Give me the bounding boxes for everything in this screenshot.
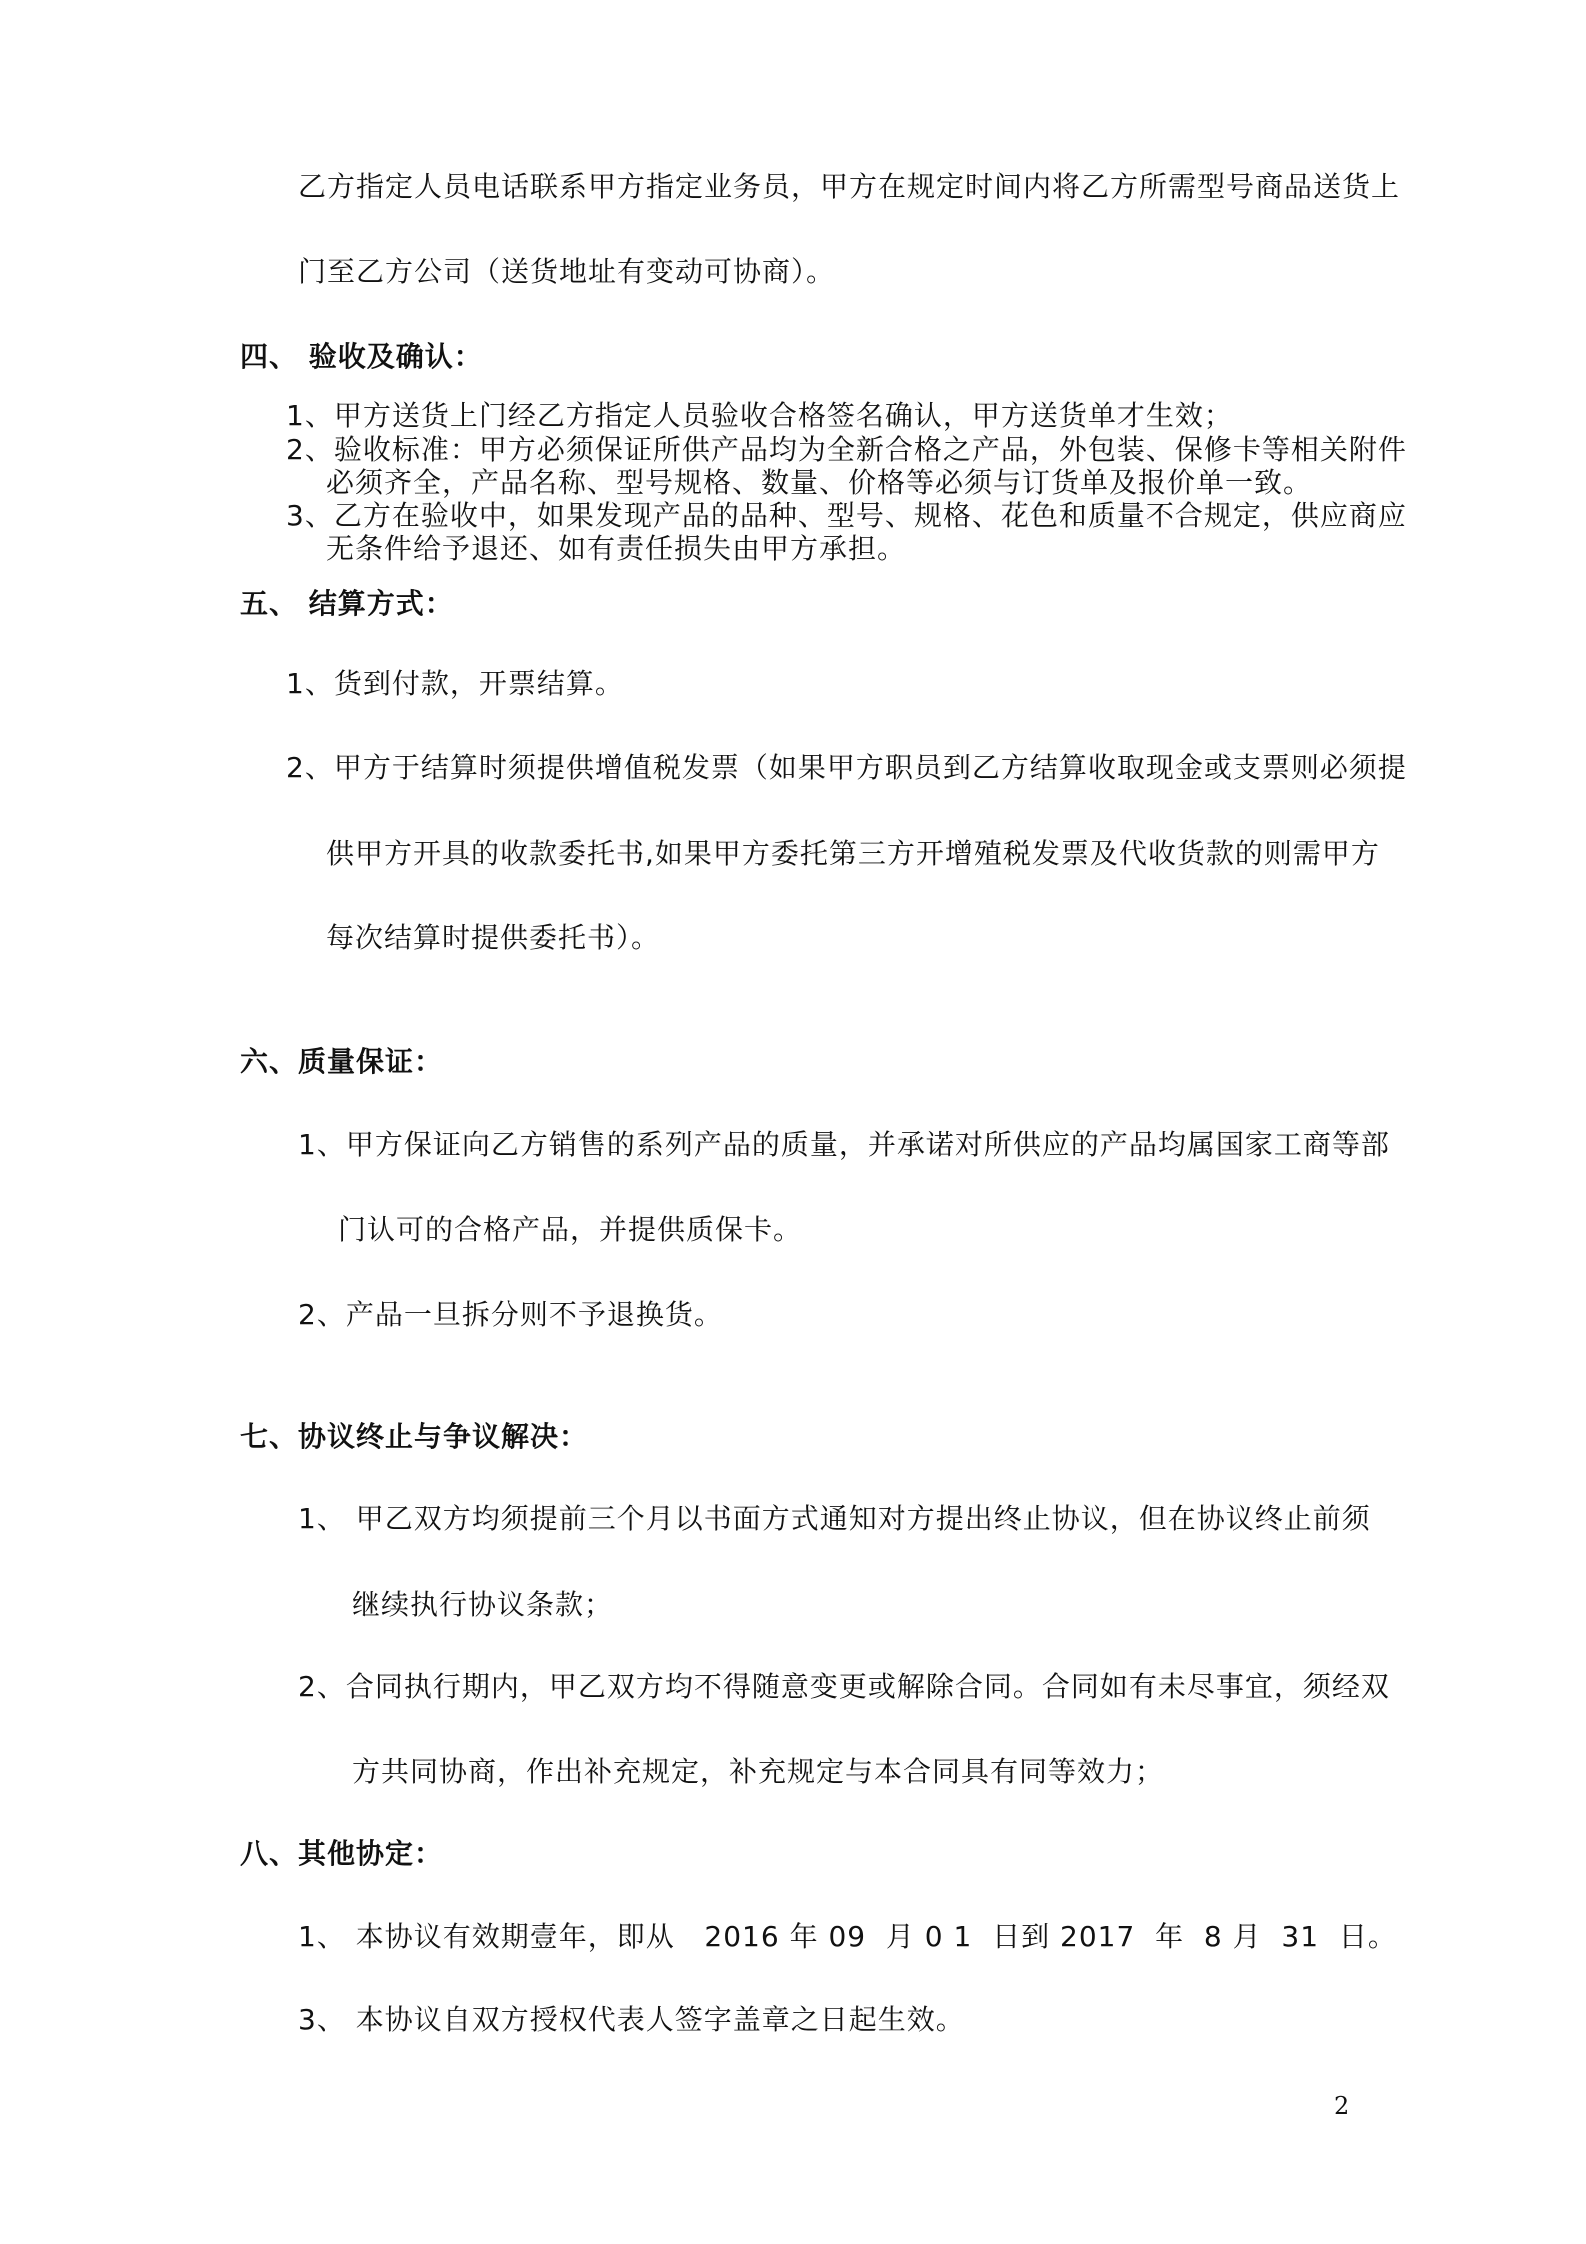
section-7-item-2-line-1: 2、合同执行期内，甲乙双方均不得随意变更或解除合同。合同如有未尽事宜，须经双 (298, 1670, 1390, 1703)
page-number: 2 (1334, 2092, 1350, 2120)
section-5-item-2-line-3: 每次结算时提供委托书）。 (326, 921, 661, 954)
section-6-item-1-line-2: 门认可的合格产品，并提供质保卡。 (338, 1213, 803, 1246)
section-6-item-2: 2、产品一旦拆分则不予退换货。 (298, 1298, 723, 1331)
section-4-item-1: 1、甲方送货上门经乙方指定人员验收合格签名确认，甲方送货单才生效； (286, 399, 1233, 432)
section-4-item-2-line-2: 必须齐全，产品名称、型号规格、数量、价格等必须与订货单及报价单一致。 (326, 466, 1313, 499)
section-7-heading: 七、协议终止与争议解决： (240, 1420, 589, 1453)
intro-line-1: 乙方指定人员电话联系甲方指定业务员，甲方在规定时间内将乙方所需型号商品送货上 (298, 170, 1401, 203)
section-8-item-1: 1、 本协议有效期壹年，即从 2016 年 09 月 0 1 日到 2017 年 8 月 31 日。 (298, 1920, 1397, 1953)
section-5-item-2-line-1: 2、甲方于结算时须提供增值税发票（如果甲方职员到乙方结算收取现金或支票则必须提 (286, 751, 1407, 784)
section-7-item-1-line-1: 1、 甲乙双方均须提前三个月以书面方式通知对方提出终止协议，但在协议终止前须 (298, 1502, 1371, 1535)
section-7-item-2-line-2: 方共同协商，作出补充规定，补充规定与本合同具有同等效力； (352, 1755, 1165, 1788)
section-5-item-2-line-2: 供甲方开具的收款委托书,如果甲方委托第三方开增殖税发票及代收货款的则需甲方 (326, 837, 1380, 870)
intro-line-2: 门至乙方公司（送货地址有变动可协商）。 (298, 255, 836, 288)
section-6-heading: 六、质量保证： (240, 1045, 444, 1078)
section-5-item-1: 1、货到付款，开票结算。 (286, 667, 624, 700)
section-7-item-1-line-2: 继续执行协议条款； (352, 1588, 614, 1621)
section-6-item-1-line-1: 1、甲方保证向乙方销售的系列产品的质量，并承诺对所供应的产品均属国家工商等部 (298, 1128, 1390, 1161)
section-4-item-3-line-2: 无条件给予退还、如有责任损失由甲方承担。 (326, 532, 907, 565)
section-4-heading: 四、 验收及确认： (240, 340, 483, 373)
section-4-item-3-line-1: 3、乙方在验收中，如果发现产品的品种、型号、规格、花色和质量不合规定，供应商应 (286, 499, 1407, 532)
section-4-item-2-line-1: 2、验收标准：甲方必须保证所供产品均为全新合格之产品，外包装、保修卡等相关附件 (286, 433, 1407, 466)
section-8-heading: 八、其他协定： (240, 1837, 444, 1870)
section-5-heading: 五、 结算方式： (240, 587, 454, 620)
section-8-item-3: 3、 本协议自双方授权代表人签字盖章之日起生效。 (298, 2003, 965, 2036)
